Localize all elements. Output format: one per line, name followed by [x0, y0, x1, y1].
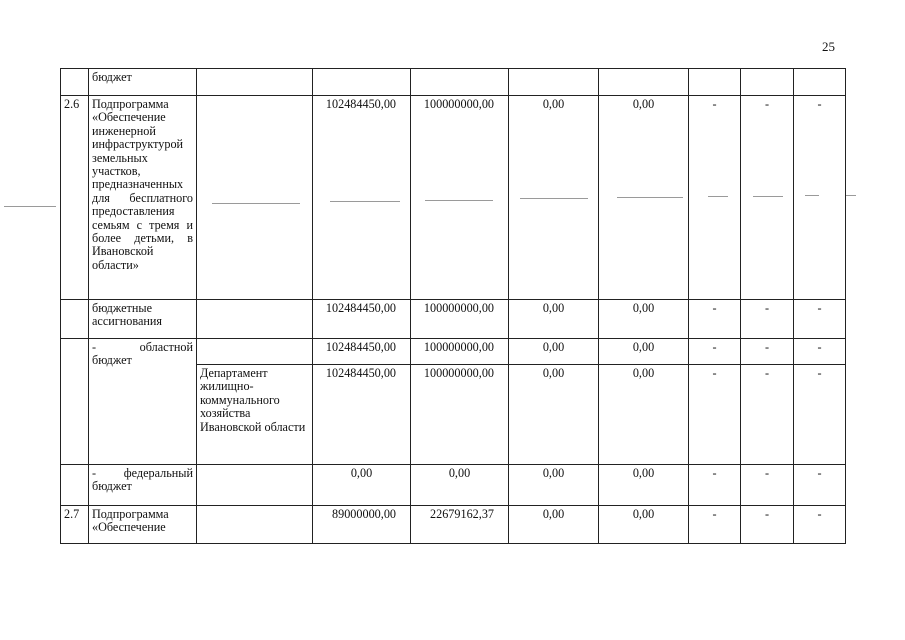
value-cell: - [741, 506, 794, 544]
value-cell: - [741, 465, 794, 506]
scan-artifact-line [846, 195, 856, 196]
scan-artifact-line [330, 201, 400, 202]
row-name-cell: Подпрограмма «Обеспечение [89, 506, 197, 544]
value-cell [741, 69, 794, 96]
value-cell [599, 69, 689, 96]
budget-type-label: федеральный [123, 466, 193, 480]
scan-artifact-line [753, 196, 783, 197]
value-cell: 0,00 [411, 465, 509, 506]
scan-artifact-line [425, 200, 493, 201]
value-cell: 0,00 [509, 96, 599, 300]
value-cell: 102484450,00 [313, 300, 411, 339]
value-cell: 100000000,00 [411, 300, 509, 339]
value-cell: 0,00 [509, 465, 599, 506]
value-cell: 0,00 [599, 365, 689, 465]
table-row [61, 96, 846, 300]
row-number-cell [61, 69, 89, 96]
value-cell [689, 69, 741, 96]
value-cell: - [741, 339, 794, 365]
value-cell: - [741, 96, 794, 300]
scan-artifact-line [708, 196, 728, 197]
value-cell: 100000000,00 [411, 96, 509, 300]
executor-cell [197, 506, 313, 544]
value-cell: - [741, 300, 794, 339]
table-row [61, 506, 846, 544]
value-cell: - [794, 339, 846, 365]
row-number-cell: 2.6 [61, 96, 89, 300]
row-name-cell [89, 96, 197, 300]
row-name-cell [89, 465, 197, 506]
value-cell: - [689, 96, 741, 300]
value-cell: 89000000,00 [313, 506, 411, 544]
value-cell: 102484450,00 [313, 339, 411, 365]
value-cell [794, 69, 846, 96]
scan-artifact-line [4, 206, 56, 207]
page-number: 25 [822, 39, 835, 54]
value-cell: 102484450,00 [313, 365, 411, 465]
value-cell [313, 69, 411, 96]
executor-cell [197, 300, 313, 339]
value-cell: 100000000,00 [411, 339, 509, 365]
executor-cell [197, 69, 313, 96]
value-cell: 0,00 [509, 365, 599, 465]
value-cell: 102484450,00 [313, 96, 411, 300]
value-cell: - [794, 365, 846, 465]
value-cell [509, 69, 599, 96]
row-name-cell: бюджетные ассигнования [89, 300, 197, 339]
row-name-cell: бюджет [89, 69, 197, 96]
executor-cell [197, 465, 313, 506]
value-cell: - [794, 300, 846, 339]
value-cell: - [794, 506, 846, 544]
subprogram-title: Подпрограмма «Обеспечение инженерной инфраструктурой земельных участков, предназначенных для бесплатного предоставления семьям с тремя и более детьми, в Ивановской области» [92, 98, 193, 272]
budget-type-label: областной [139, 340, 193, 354]
dash-label: - [92, 340, 97, 354]
value-cell: 0,00 [599, 465, 689, 506]
row-name-cell [89, 339, 197, 465]
executor-cell: Департамент жилищно-коммунального хозяйства Ивановской области [197, 365, 313, 465]
value-cell: - [689, 465, 741, 506]
scan-artifact-line [212, 203, 300, 204]
row-number-cell [61, 465, 89, 506]
table-row [61, 465, 846, 506]
value-cell: 100000000,00 [411, 365, 509, 465]
value-cell: - [741, 365, 794, 465]
value-cell: 0,00 [599, 96, 689, 300]
budget-label: бюджет [92, 353, 132, 368]
value-cell: - [794, 465, 846, 506]
value-cell: - [689, 506, 741, 544]
value-cell: - [689, 300, 741, 339]
value-cell: 0,00 [599, 300, 689, 339]
table-row [61, 300, 846, 339]
scan-artifact-line [520, 198, 588, 199]
value-cell [411, 69, 509, 96]
value-cell: 0,00 [599, 506, 689, 544]
executor-cell [197, 96, 313, 300]
value-cell: - [689, 365, 741, 465]
value-cell: 22679162,37 [411, 506, 509, 544]
budget-label: бюджет [92, 479, 132, 494]
value-cell: - [689, 339, 741, 365]
value-cell: 0,00 [599, 339, 689, 365]
row-number-cell: 2.7 [61, 506, 89, 544]
value-cell: 0,00 [313, 465, 411, 506]
budget-table [60, 68, 846, 544]
value-cell: 0,00 [509, 506, 599, 544]
scan-artifact-line [805, 195, 819, 196]
row-number-cell [61, 300, 89, 339]
value-cell: - [794, 96, 846, 300]
value-cell: 0,00 [509, 339, 599, 365]
value-cell: 0,00 [509, 300, 599, 339]
dash-label: - [92, 466, 97, 480]
executor-cell [197, 339, 313, 365]
table-row [61, 69, 846, 96]
row-number-cell [61, 339, 89, 465]
table-row [61, 339, 846, 365]
scan-artifact-line [617, 197, 683, 198]
